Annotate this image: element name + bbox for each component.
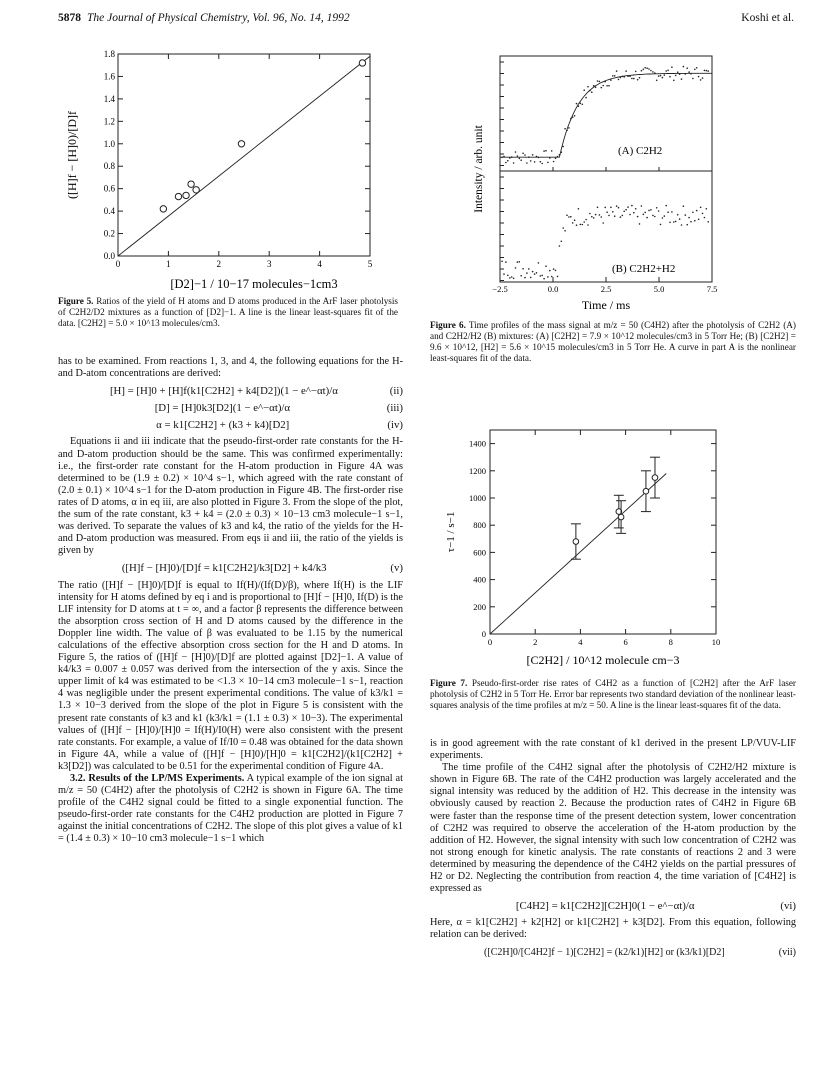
running-header <box>58 12 350 24</box>
signal-point <box>608 85 610 87</box>
signal-point <box>543 150 545 152</box>
signal-point <box>532 271 534 273</box>
signal-point <box>591 91 593 93</box>
signal-point <box>667 70 669 72</box>
y-axis-label: τ−1 / s−1 <box>445 511 457 553</box>
signal-point <box>545 265 547 267</box>
signal-point <box>568 216 570 218</box>
signal-point <box>625 70 627 72</box>
signal-point <box>524 277 526 279</box>
x-tick-label: 2 <box>533 637 538 647</box>
journal-name: The Journal of Physical Chemistry, Vol. 96, No. 14, 1992 <box>87 12 350 24</box>
signal-point <box>644 67 646 69</box>
signal-point <box>522 153 524 155</box>
signal-point <box>675 221 677 223</box>
x-tick-label: 2.5 <box>600 284 612 294</box>
signal-point <box>673 80 675 82</box>
signal-point <box>665 70 667 72</box>
signal-point <box>694 220 696 222</box>
caption-label: Figure 7. <box>430 678 468 688</box>
signal-point <box>505 261 507 263</box>
signal-point <box>654 216 656 218</box>
signal-point <box>597 80 599 82</box>
equation-ii: [H] = [H]0 + [H]f(k1[C2H2] + k4[D2])(1 − e^−αt)/α (ii) <box>109 385 403 398</box>
signal-point <box>614 215 616 217</box>
x-tick-label: 5.0 <box>653 284 665 294</box>
signal-point <box>610 207 612 209</box>
fit-line <box>490 474 666 634</box>
figure-5-caption <box>58 296 398 329</box>
fit-line <box>118 56 370 256</box>
signal-point <box>706 208 708 210</box>
signal-point <box>540 161 542 163</box>
signal-point <box>683 66 685 68</box>
signal-point <box>610 79 612 81</box>
y-tick-label: 1.0 <box>103 138 115 149</box>
signal-point <box>572 222 574 224</box>
signal-point <box>602 222 604 224</box>
signal-point <box>534 161 536 163</box>
signal-point <box>620 216 622 218</box>
x-tick-label: 10 <box>711 637 721 647</box>
panel-a-label: (A) C2H2 <box>618 145 663 157</box>
x-tick-label: 0 <box>487 637 493 647</box>
y-tick-label: 1.6 <box>103 71 115 82</box>
y-tick-label: 1200 <box>469 465 486 476</box>
data-point <box>643 488 649 494</box>
y-tick-label: 0 <box>481 629 486 639</box>
y-tick-label: 0.2 <box>103 228 115 239</box>
signal-point <box>618 207 620 209</box>
signal-point <box>536 272 538 274</box>
signal-point <box>507 160 509 162</box>
signal-point <box>515 267 517 269</box>
signal-point <box>519 158 521 160</box>
signal-point <box>570 216 572 218</box>
signal-point <box>644 212 646 214</box>
signal-point <box>530 277 532 279</box>
signal-point <box>545 150 547 152</box>
signal-point <box>585 219 587 221</box>
signal-point <box>505 162 507 164</box>
signal-point <box>589 213 591 215</box>
signal-point <box>526 272 528 274</box>
signal-point <box>683 205 685 207</box>
signal-point <box>561 241 563 243</box>
signal-point <box>669 76 671 78</box>
signal-point <box>622 215 624 217</box>
signal-point <box>549 270 551 272</box>
signal-point <box>625 209 627 211</box>
signal-point <box>658 75 660 77</box>
signal-point <box>658 210 660 212</box>
signal-point <box>662 217 664 219</box>
signal-point <box>534 273 536 275</box>
signal-point <box>583 89 585 91</box>
x-tick-label: 1 <box>166 259 171 269</box>
signal-point <box>507 275 509 277</box>
x-tick-label: 6 <box>623 637 628 647</box>
signal-point <box>553 161 555 163</box>
signal-point <box>574 219 576 221</box>
signal-point <box>566 215 568 217</box>
signal-point <box>601 216 603 218</box>
paragraph: The time profile of the C4H2 signal after the photolysis of C2H2/H2 mixture is shown in Figure 6B. The rate of the C4H2 production was largely accelerated and the signal intensity was reduced by the addition of H2. This decrease in the intensity was obviously caused by reaction 2. Because the production rates of C4H2 in Figure 6B were faster than the response time of the present detection system, lower concentration of C2H2 was required to observe the acceleration of the H-atom production by the addition of H2. However, the signal intensity with such low concentration of C2H2 was not strong enough for kinetic analysis. The rate constants of reactions 2 and 3 were determined by measuring the dependence of the C4H2 yields on the partial pressures of H2 or D2. Neglecting the contribution from reaction 4, the time variation of [C4H2] is expressed as <box>430 762 796 895</box>
caption-label: Figure 5. <box>58 296 94 306</box>
signal-point <box>660 75 662 77</box>
signal-point <box>688 71 690 73</box>
paragraph: Equations ii and iii indicate that the pseudo-first-order rate constants for the H- and D-atom production should be the same. This was confirmed experimentally: i.e., the first-order rate constant for the H-atom production in Figure 4A was determined to be (1.9 ± 0.2) × 10^4 s−1, which agreed with the rate constant of (2.0 ± 0.1) × 10^4 s−1 for the D-atom production in Figure 4B. The first-order rise rates of D atoms, α in eq iii, are also plotted in Figure 3. From the slope of the plot, the sum of the rate constant, k3 + k4 = (2.0 ± 0.3) × 10−13 cm3 molecule−1 s−1, was derived. To separate the values of k3 and k4, the ratio of the yields for the H- and D-atom production was measured. From eqs ii and iii, the ratio of the yields is given by <box>58 436 403 557</box>
signal-point <box>633 78 635 80</box>
signal-point <box>650 209 652 211</box>
data-point <box>193 187 199 193</box>
signal-point <box>677 214 679 216</box>
signal-point <box>675 75 677 77</box>
equation-iv: α = k1[C2H2] + (k3 + k4)[D2] (iv) <box>156 419 403 432</box>
figure-7 <box>440 424 740 676</box>
signal-point <box>517 261 519 263</box>
signal-point <box>627 206 629 208</box>
signal-point <box>688 217 690 219</box>
signal-point <box>664 74 666 76</box>
signal-point <box>629 214 631 216</box>
signal-point <box>532 154 534 156</box>
signal-point <box>551 150 553 152</box>
equation-iii: [D] = [H]0k3[D2](1 − e^−αt)/α (iii) <box>154 402 403 415</box>
signal-point <box>541 275 543 277</box>
y-tick-label: 1.2 <box>103 116 115 127</box>
section-title: 3.2. Results of the LP/MS Experiments. <box>70 773 245 784</box>
equation-v: ([H]f − [H]0)/[D]f = k1[C2H2]/k3[D2] + k4/k3 (v) <box>121 562 403 575</box>
signal-point <box>641 70 643 72</box>
x-tick-label: 3 <box>266 259 272 269</box>
signal-point <box>686 67 688 69</box>
signal-point <box>593 217 595 219</box>
signal-point <box>513 162 515 164</box>
signal-point <box>702 77 704 79</box>
signal-point <box>601 87 603 89</box>
paragraph: is in good agreement with the rate constant of k1 derived in the present LP/VUV-LIF experiments. <box>430 738 796 762</box>
signal-point <box>582 104 584 106</box>
fit-curve <box>500 73 712 157</box>
x-tick-label: 8 <box>668 637 673 647</box>
y-tick-label: 0.4 <box>103 206 115 217</box>
y-tick-label: 1000 <box>469 493 486 503</box>
signal-point <box>597 207 599 209</box>
x-tick-label: 0.0 <box>547 284 559 294</box>
signal-point <box>698 76 700 78</box>
signal-point <box>704 217 706 219</box>
x-axis-label: [D2]−1 / 10−17 molecules−1cm3 <box>170 277 338 291</box>
data-point <box>573 539 579 545</box>
signal-point <box>702 213 704 215</box>
figure-7-caption <box>430 678 796 711</box>
signal-point <box>700 207 702 209</box>
signal-point <box>587 224 589 226</box>
author-header: Koshi et al. <box>741 12 794 24</box>
signal-point <box>664 215 666 217</box>
x-tick-label: −2.5 <box>492 284 508 294</box>
x-tick-label: 4 <box>317 259 322 269</box>
signal-point <box>690 221 692 223</box>
signal-point <box>604 207 606 209</box>
signal-point <box>587 86 589 88</box>
data-point <box>188 181 194 187</box>
signal-point <box>530 160 532 162</box>
signal-point <box>698 219 700 221</box>
signal-point <box>547 162 549 164</box>
signal-point <box>707 70 709 72</box>
y-tick-label: 1400 <box>469 438 486 449</box>
x-tick-label: 4 <box>578 637 583 647</box>
signal-point <box>509 277 511 279</box>
data-point <box>183 192 189 198</box>
signal-point <box>526 162 528 164</box>
data-point <box>160 206 166 212</box>
signal-point <box>637 79 639 81</box>
signal-point <box>538 262 540 264</box>
signal-point <box>543 278 545 280</box>
paragraph: The ratio ([H]f − [H]0)/[D]f is equal to If(H)/(If(D)/β), where If(H) is the LIF intensity for H atoms defined by eq i and is proportional to [H]f − [H]0, If(D) is the LIF intensity for D atoms at t = ∞, and a factor β represents the difference between the absorption cross section of H and D atoms caused by the difference in the Doppler line width. The value of β was evaluated to be 1.15 by the numerical calculations of the effective absorption cross section for the H and D atoms. In Figure 5, the ratios of ([H]f − [H]0)/[D]f are plotted against [D2]−1. A value of k4/k3 = 0.007 ± 0.057 was derived from the intersection of the y axis. Since the upper limit of k4 was estimated to be <1.3 × 10−14 cm3 molecule−1 s−1, reaction 4 was negligible under the present experimental conditions. The value of k3/k1 = 1.3 × 10−3 derived from the slope of the plot in Figure 5 is consistent with the present rate constants of k3 and k1 (k3/k1 = (1.1 ± 0.3) × 10−3). The experimental values of ([H]f − [H]0)/[H]0 = If(H)/I0(H) were also consistent with the present rate constants. For example, a value of If/I0 = 0.48 was obtained for the data shown in Figure 4A, while a value of ([H]f − [H]0)/[H]0 = k1[C2H2]/(k1[C2H2] + k3[D2]) was calculated to be 0.51 for the experimental condition of Figure 4A. <box>58 579 403 772</box>
signal-point <box>501 261 503 263</box>
x-axis-label: Time / ms <box>581 298 631 312</box>
y-tick-label: 0.0 <box>103 251 115 261</box>
data-point <box>618 514 624 520</box>
signal-point <box>665 205 667 207</box>
signal-point <box>562 227 564 229</box>
y-tick-label: 1.8 <box>103 49 115 59</box>
left-text-column <box>58 356 403 846</box>
signal-point <box>643 214 645 216</box>
signal-point <box>707 221 709 223</box>
figure-5 <box>58 46 398 296</box>
signal-point <box>646 217 648 219</box>
signal-point <box>652 215 654 217</box>
signal-point <box>519 261 521 263</box>
signal-point <box>616 205 618 207</box>
signal-point <box>637 216 639 218</box>
signal-point <box>540 275 542 277</box>
signal-point <box>652 71 654 73</box>
y-axis-label: ([H]f − [H]0)/[D]f <box>65 110 79 200</box>
signal-point <box>660 224 662 226</box>
data-point <box>652 475 658 481</box>
caption-text: Time profiles of the mass signal at m/z = 50 (C4H2) after the photolysis of C2H2 (A) and C2H2/H2 (B) mixtures: (A) [C2H2] = 7.9 × 10^12 molecules/cm3 in 5 Torr He; (B) [C2H2] = 9.6 × 10^12, [H2] = 5.6 × 10^15 molecules/cm3 in 5 Torr He. A curve in part A is the nonlinear least-squares fit of the data. <box>430 320 796 363</box>
right-text-column <box>430 738 796 964</box>
signal-point <box>599 81 601 83</box>
signal-point <box>576 103 578 105</box>
signal-point <box>692 78 694 80</box>
signal-point <box>511 276 513 278</box>
x-axis-label: [C2H2] / 10^12 molecule cm−3 <box>526 653 680 667</box>
data-point <box>359 60 365 66</box>
signal-point <box>648 68 650 70</box>
y-tick-label: 1.4 <box>103 93 115 104</box>
y-tick-label: 200 <box>473 601 486 612</box>
figure-6 <box>460 46 730 316</box>
y-tick-label: 800 <box>473 520 486 531</box>
signal-point <box>547 276 549 278</box>
signal-point <box>631 78 633 80</box>
figure-7-chart <box>440 424 740 676</box>
signal-point <box>679 218 681 220</box>
signal-point <box>641 205 643 207</box>
signal-point <box>606 211 608 213</box>
signal-point <box>553 268 555 270</box>
signal-point <box>677 71 679 73</box>
figure-6-caption <box>430 320 796 364</box>
signal-point <box>692 212 694 214</box>
y-axis-label: Intensity / arb. unit <box>473 125 485 213</box>
panel-b-label: (B) C2H2+H2 <box>612 263 676 275</box>
signal-point <box>528 268 530 270</box>
signal-point <box>623 211 625 213</box>
paragraph: has to be examined. From reactions 1, 3, and 4, the following equations for the H- and D-atom concentrations are derived: <box>58 356 403 380</box>
signal-point <box>643 69 645 71</box>
caption-text: Ratios of the yield of H atoms and D atoms produced in the ArF laser photolysis of C2H2/D2 mixtures as a function of [D2]−1. A line is the linear least-squares fit of the data. [C2H2] = 5.0 × 10^13 molecules/cm3. <box>58 296 399 328</box>
signal-point <box>650 70 652 72</box>
signal-point <box>681 224 683 226</box>
signal-point <box>520 159 522 161</box>
signal-point <box>568 127 570 129</box>
equation-vii: ([C2H]0/[C4H2]f − 1)[C2H2] = (k2/k1)[H2] or (k3/k1)[D2] (vii) <box>484 946 796 958</box>
signal-point <box>614 75 616 77</box>
signal-point <box>608 215 610 217</box>
y-tick-label: 600 <box>473 547 486 558</box>
signal-point <box>673 221 675 223</box>
signal-point <box>706 70 708 72</box>
data-point <box>238 141 244 147</box>
x-tick-label: 5 <box>367 259 373 269</box>
caption-label: Figure 6. <box>430 320 466 330</box>
figure-5-chart <box>58 46 398 296</box>
data-point <box>175 193 181 199</box>
x-tick-label: 0 <box>115 259 121 269</box>
signal-point <box>524 154 526 156</box>
signal-point <box>685 214 687 216</box>
signal-point <box>551 276 553 278</box>
signal-point <box>616 70 618 72</box>
signal-point <box>580 224 582 226</box>
signal-point <box>564 230 566 232</box>
x-tick-label: 2 <box>216 259 222 269</box>
signal-point <box>517 155 519 157</box>
signal-point <box>522 268 524 270</box>
signal-point <box>574 115 576 117</box>
signal-point <box>696 210 698 212</box>
signal-point <box>591 216 593 218</box>
page-number: 5878 <box>58 12 81 24</box>
signal-point <box>704 70 706 72</box>
signal-point <box>631 205 633 207</box>
signal-point <box>639 77 641 79</box>
signal-point <box>520 275 522 277</box>
signal-point <box>656 207 658 209</box>
signal-point <box>564 128 566 130</box>
signal-point <box>700 79 702 81</box>
signal-point <box>612 75 614 77</box>
signal-point <box>515 151 517 153</box>
signal-point <box>582 224 584 226</box>
paragraph: 3.2. Results of the LP/MS Experiments. A typical example of the ion signal at m/z = 50 (C4H2) after the photolysis of C2H2 is shown in Figure 6A. The time profile of the C4H2 signal could be fitted to a single exponential function. The pseudo-first-order rate constants for the C4H2 production are plotted in Figure 7 against the initial concentrations of C2H2. The slope of this plot gives a value of k1 = (1.4 ± 0.3) × 10−10 cm3 molecule−1 s−1 which <box>58 773 403 845</box>
signal-point <box>656 80 658 82</box>
y-tick-label: 400 <box>473 574 486 585</box>
signal-point <box>606 85 608 87</box>
signal-point <box>562 146 564 148</box>
y-tick-label: 0.6 <box>103 183 115 194</box>
signal-point <box>686 224 688 226</box>
signal-point <box>671 66 673 68</box>
signal-point <box>618 79 620 81</box>
signal-point <box>696 67 698 69</box>
signal-point <box>576 224 578 226</box>
signal-point <box>635 71 637 73</box>
signal-point <box>578 208 580 210</box>
signal-point <box>648 210 650 212</box>
signal-point <box>557 276 559 278</box>
signal-point <box>595 214 597 216</box>
signal-point <box>662 77 664 79</box>
signal-point <box>639 223 641 225</box>
y-tick-label: 0.8 <box>103 161 115 172</box>
signal-point <box>583 221 585 223</box>
signal-point <box>681 78 683 80</box>
signal-point <box>694 69 696 71</box>
signal-point <box>513 278 515 280</box>
signal-point <box>585 97 587 99</box>
signal-point <box>646 67 648 69</box>
equation-vi: [C4H2] = k1[C2H2][C2H]0(1 − e^−αt)/α (vi) <box>515 900 796 913</box>
signal-point <box>671 211 673 213</box>
paragraph: Here, α = k1[C2H2] + k2[H2] or k1[C2H2] + k3[D2]. From this equation, following relation can be derived: <box>430 917 796 941</box>
signal-point <box>602 85 604 87</box>
signal-point <box>599 214 601 216</box>
caption-text: Pseudo-first-order rise rates of C4H2 as a function of [C2H2] after the ArF laser photolysis of C2H2 in 5 Torr He. Error bar represents two standard deviation of the nonlinear least-squares analysis of the time profiles at m/z = 50. A line is the linear least-squares fit of the data. <box>430 678 796 710</box>
signal-point <box>633 212 635 214</box>
x-tick-label: 7.5 <box>706 284 718 294</box>
signal-point <box>503 273 505 275</box>
signal-point <box>559 245 561 247</box>
signal-point <box>635 208 637 210</box>
signal-point <box>612 211 614 213</box>
figure-6-chart <box>460 46 730 316</box>
signal-point <box>667 211 669 213</box>
signal-point <box>541 163 543 165</box>
signal-point <box>555 270 557 272</box>
signal-point <box>555 158 557 160</box>
signal-point <box>669 222 671 224</box>
